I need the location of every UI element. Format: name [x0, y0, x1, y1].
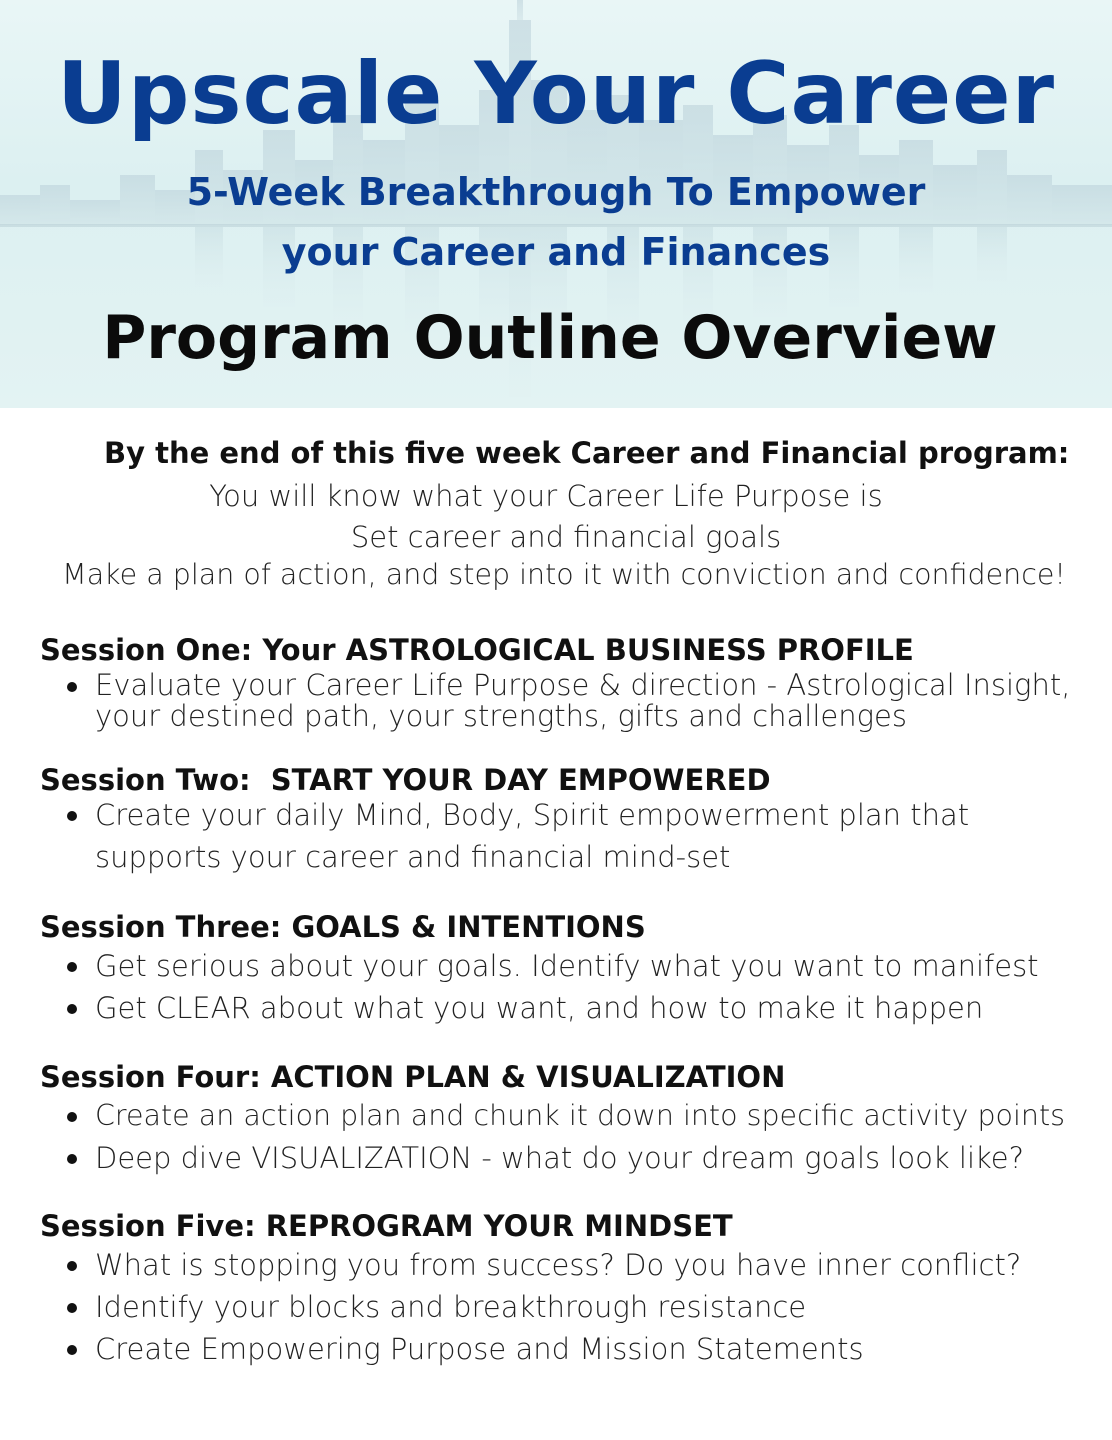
outline-title: Program Outline Overview [102, 303, 998, 373]
bullet-dot-icon [67, 1112, 77, 1122]
list-item [40, 1328, 1100, 1370]
bullet-text: Deep dive VISUALIZATION - what do your dream goals look like? [95, 1141, 1025, 1175]
bullet-dot-icon [67, 1303, 77, 1313]
session-five-title: Session Five: REPROGRAM YOUR MINDSET [40, 1209, 733, 1243]
subtitle-line-2: your Career and Finances [281, 230, 831, 274]
bullet-dot-icon [67, 682, 77, 692]
session-one [40, 632, 1100, 732]
bullet-text: Evaluate your Career Life Purpose & direction - Astrological Insight, your destined path, your strengths, gifts and challenges [95, 668, 1071, 733]
session-four-bullets [40, 1095, 1100, 1179]
subtitle-line-1: 5-Week Breakthrough To Empower [186, 170, 926, 214]
bullet-dot-icon [67, 962, 77, 972]
list-item [40, 1095, 1100, 1137]
bullet-text: Get serious about your goals. Identify what you want to manifest [95, 949, 1039, 983]
intro-heading: By the end of this five week Career and Financial program: [104, 436, 1070, 470]
session-five-bullets [40, 1244, 1100, 1370]
list-item [40, 945, 1100, 987]
list-item [40, 670, 1100, 732]
bullet-text: Get CLEAR about what you want, and how to make it happen [95, 991, 984, 1025]
intro-line-2: Set career and financial goals [350, 520, 782, 554]
bullet-text: Identify your blocks and breakthrough resistance [95, 1290, 807, 1324]
list-item [40, 1286, 1100, 1328]
bullet-dot-icon [67, 1154, 77, 1164]
bullet-text: Create Empowering Purpose and Mission Statements [95, 1332, 864, 1366]
bullet-text: Create an action plan and chunk it down into specific activity points [95, 1099, 1065, 1132]
session-four [40, 1059, 1100, 1179]
session-three-bullets [40, 945, 1100, 1029]
session-two [40, 762, 1100, 878]
list-item [40, 987, 1100, 1029]
session-four-title: Session Four: ACTION PLAN & VISUALIZATION [40, 1060, 786, 1094]
list-item [40, 794, 1100, 878]
session-three [40, 909, 1100, 1029]
bullet-text: What is stopping you from success? Do you have inner conflict? [95, 1248, 1022, 1282]
session-one-title: Session One: Your ASTROLOGICAL BUSINESS PROFILE [40, 633, 914, 667]
bullet-text: Create your daily Mind, Body, Spirit empowerment plan that supports your career and financial mind-set [95, 798, 970, 874]
session-five [40, 1208, 1100, 1370]
bullet-dot-icon [67, 1261, 77, 1271]
intro-line-1: You will know what your Career Life Purpose is [209, 479, 883, 513]
bullet-dot-icon [67, 1345, 77, 1355]
session-two-title: Session Two: START YOUR DAY EMPOWERED [40, 763, 771, 797]
bullet-dot-icon [67, 811, 77, 821]
header-banner [0, 0, 1112, 408]
session-one-bullets [40, 670, 1100, 732]
intro-line-3: Make a plan of action, and step into it with conviction and confidence! [62, 558, 1066, 591]
page-title: Upscale Your Career [56, 44, 1055, 144]
list-item [40, 1244, 1100, 1286]
session-two-bullets [40, 794, 1100, 878]
list-item [40, 1137, 1100, 1179]
session-three-title: Session Three: GOALS & INTENTIONS [40, 910, 646, 944]
bullet-dot-icon [67, 1004, 77, 1014]
